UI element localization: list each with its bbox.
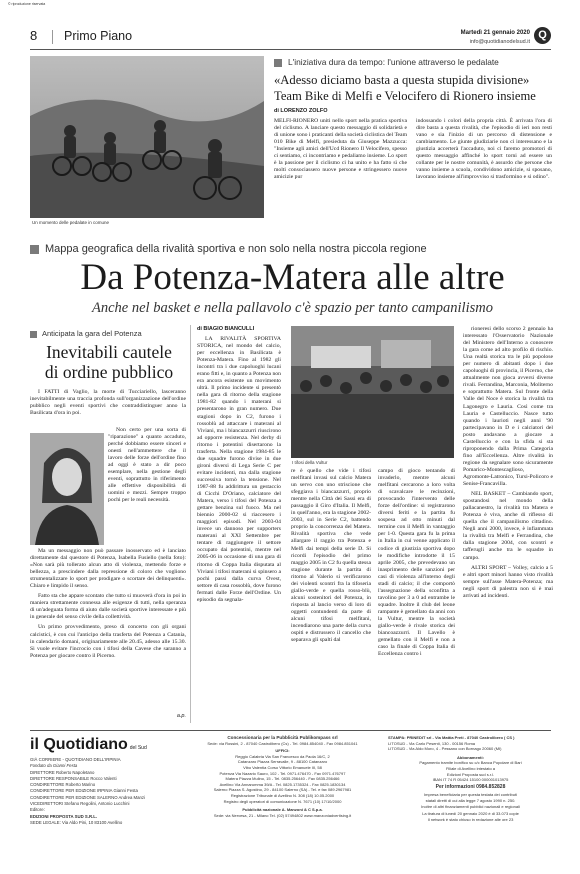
footer-legal-line: La tiratura di lunedì 20 gennaio 2020 è di 33.073 copie bbox=[422, 811, 519, 817]
main-title: Da Potenza-Matera alle altre bbox=[80, 257, 505, 298]
footer-office-line: Catanzaro Piazza Serravalle, 9 - 88100 Catanzaro bbox=[237, 759, 328, 765]
main-kicker-square-icon bbox=[30, 245, 39, 254]
footer-credit-line: DIRETTORE Roberto Napoletano bbox=[30, 769, 95, 775]
footer-adv-title: Concessionaria per la Pubblicità Publikompass srl bbox=[227, 735, 338, 740]
top-headline bbox=[274, 72, 554, 104]
footer-credit-line: DIRETTORE RESPONSABILE Rocco Valenti bbox=[30, 775, 117, 781]
footer-office-line: Registrazione Tribunale di Avellino N. 308 (18) 10.05.2000 bbox=[230, 792, 335, 798]
body-byline: di BIAGIO BIANCULLI bbox=[197, 326, 255, 332]
body-col2-text: LA RIVALITÀ SPORTIVA STORICA, nel mondo del calcio, per eccellenza in Basilicata è Potenza-Matera. Fino al 1982 gli incontri tra i due capoluoghi lucani erano fitti e, in quanto a Potenza non era ancora esistente un movimento ultrà. Il primo incidente si presentò nella gara di ritorno della stagione 1981-82 quando i materani si presentarono in gran numero. Due stagioni dopo in C2, furono i rossoblù ad attaccare i materani al Viviani, ma i biancazzurri riuscirono ad opporre resistenza. Nel derby di ritorno i potentini disertarono la trasferta. Nella stagione 1984-85 le due squadre furono divise in due gironi diversi di Lega Serie C per evitare incidenti, ma dalla stagione successiva tornò la tensione. Nel 1987-88 fu addirittura un gestaccio di Cicchi D'Oriano, calciatore del Matera, verso i tifosi del Potenza a gettare benzina sul fuoco. Ma nel biennio 2000-02 si riaccesero i maggiori episodi. Nel 2003-04 invece un dannoso per supporters materani al XXI Settembre per tentare di raggiungere il settore occupato dai potentini, mentre nel 2005-06 in occasione di una gara di ritorno di Coppa Italia disputata al Viviani i tifosi materani si spinsero a pochi passi dalla curva Ovest, settore di casa rossoblù, dove furono fermati dalle Forze dell'Ordine. Un episodio da segnala- bbox=[197, 336, 281, 603]
footer-subscription-line: IBAN IT 74 R 05424 15100 000001013975 bbox=[432, 777, 509, 783]
sidebar-paragraph-2: Non certo per una sorta di "riparazione" a quanto accaduto, perché dobbiamo essere sinceri e onesti nell'ammettere che il lavoro delle forze dell'ordine fino ad oggi è stato a dir poco esemplare, nella gestione degli eventi, soprattutto in riferimento alle effettive disponibilità di uomini e mezzi. Sempre troppo pochi per le reali necessità. bbox=[108, 427, 186, 504]
footer-national-adv: Pubblicità nazionale A. Manzoni & C S.p.a. bbox=[242, 807, 323, 813]
header-email: info@quotidianodelsud.it bbox=[469, 39, 530, 45]
footer-office-line: Registro degli operatori di comunicazione N. 7671 (10) 17/10/2000 bbox=[223, 798, 342, 804]
footer-credit-line: SEDE LEGALE: Via Aldo Pini, 10 83100 Avellino bbox=[30, 819, 123, 825]
header-rule bbox=[30, 49, 551, 50]
logo-q-icon: Q bbox=[534, 27, 551, 44]
footer-legal-line: Il network è stato chiuso in redazione alle ore 23 bbox=[427, 816, 514, 822]
footer-logo-sub: del Sud bbox=[129, 745, 147, 751]
sidebar-kicker bbox=[30, 329, 142, 338]
footer-masthead bbox=[30, 736, 180, 826]
footer-office-line: Reggio Calabria Via San Francesco da Paola 16/C, 2 bbox=[235, 753, 330, 759]
page-number: 8 bbox=[30, 28, 38, 43]
footer-printing bbox=[388, 735, 553, 822]
footer-advertising bbox=[185, 735, 380, 818]
header-divider bbox=[52, 30, 53, 44]
footer-legal-line: Inoltre di altri finanziamenti pubblici nazionali e regionali bbox=[421, 803, 520, 809]
sidebar-box bbox=[30, 325, 191, 723]
body-col5-text: rioneresi dello scorso 2 gennaio ha interessato l'Osservatorio Nazionale del Ministero dell'Interno a conoscere la gara come ad alto profilo di rischio. Una realtà storica tra le più popolose per numero di abitanti dopo i due capoluoghi di provincia, il Picerno, che attualmente non gioca avversi diverse rivali. Ferrandina, Marconia, Moliterno e soprattutto Matera. Sul fronte della Valle del Noce è storica la rivalità tra Lagonegro e Lauria. Così come tra Lauria e Castelluccio. Nasce tutto quando i laurioti negli anni '90 partecipavano in D e i calciatori del posto andavano a giocare a Castelluccio e con la sfida si sta riproponendo dalla Prima Categoria fino all'Eccellenza. Altre rivalità in regione da segnalare sono sicuramente Pomarico-Montescaglioso, Agromonte-Latronico, Tursi-Policoro e Senise-Francavilla. bbox=[463, 326, 553, 488]
sidebar-kicker-square-icon bbox=[30, 331, 37, 338]
footer-credit-line: CONDIRETTORE PER EDIZIONE IRPINIA Gianni Festa bbox=[30, 788, 138, 794]
top-kicker-text: L'iniziativa dura da tempo: l'unione attraverso le pedalate bbox=[288, 57, 499, 67]
vultur-photo-caption: I tifosi della Vultur bbox=[292, 460, 328, 465]
vultur-fans-photo bbox=[291, 326, 454, 458]
footer-national-adv-address: Sede: via Nervesa, 21 - Milano Tel. (02) 57494802 www.manzoniadvertising.it bbox=[213, 812, 352, 818]
issue-date: Martedì 21 gennaio 2020 bbox=[460, 30, 530, 36]
body-col4: campo di gioco tentando di invaderlo, mentre alcuni melfitani cercarono a loro volta di scavalcare le recinzioni, provocando l'intervento delle forze dell'ordine: si registrarono diversi feriti e la partita fu sospesa ad otto minuti dal termine con il Melfi in vantaggio per 1-0. Questa gara fu la prima in Italia in cui venne applicato il codice di giustizia sportiva dopo le modifiche introdotte il 15 aprile 2005, che prevedevano un inasprimento delle sanzioni per casi di violenza all'interno degli stadi di calcio; il che comportò l'assegnazione della sconfitta a tavolino per 3 a 0 ad entrambe le squadre. Inoltre il club del leone rampante è gemellato da anni con la Vultur, mentre la società giallo-verde è rivale storica dei biancoazzurri. Il Lavello è gemellato con il Melfi e non a caso la finale di Coppa Italia di Eccellenza contro i bbox=[378, 468, 455, 658]
sidebar-kicker-text: Anticipata la gara del Potenza bbox=[42, 329, 142, 338]
cyclists-photo-caption: Un momento delle pedalate in comune bbox=[32, 220, 110, 225]
footer-legal-line: statali diretti di cui alla legge 7 agosto 1990 n. 250. bbox=[425, 797, 516, 803]
footer-office-line: Vibo Valentia Corso Vittorio Emanuele III, 58 bbox=[243, 764, 322, 770]
sidebar-title-line2: di ordine pubblico bbox=[44, 362, 174, 382]
footer-uffici-label: UFFICI: bbox=[275, 748, 290, 754]
top-byline: di LORENZO ZOLFO bbox=[274, 108, 328, 114]
copyright-notice: © riproduzione riservata bbox=[8, 2, 46, 6]
footer-print-line: STAMPA: PRINEDIT srl - Via Mattia Preti - 87040 Castrolibero ( CS ) bbox=[388, 735, 515, 740]
sidebar-title bbox=[30, 342, 188, 382]
sidebar-signature: a.p. bbox=[176, 713, 186, 719]
footer-logo: il Quotidiano bbox=[30, 736, 128, 753]
top-headline-line1: «Adesso diciamo basta a questa stupida divisione» bbox=[274, 73, 530, 87]
vultur-fans-illustration bbox=[291, 326, 454, 458]
footer-credit-line: Fondato da Gianni Festa bbox=[30, 763, 78, 769]
footer-adv-sub: Sede: via Rossini, 2 - 87040 Castrolibero (Cs) - Tel. 0984.854040 - Fax 0984.851041 bbox=[207, 740, 358, 746]
footer-print-line: LITOSUD - Via Aldo Moro, 4 - Pessano con Bornago 20060 (MI) bbox=[388, 746, 502, 752]
body-col5 bbox=[463, 326, 553, 603]
sidebar-paragraph-5: Un primo provvedimento, preso di concerto con gli organi calcistici, è con cui l'anticipo della trasferta del Potenza a Catania, in calendario domani, originariamente alle 20.45, adesso alle 15.30. Si vuole evitare l'incrocio con i tifosi della Cavese che saranno a Potenza per giocare contro il Picerno. bbox=[30, 624, 186, 659]
body-col2 bbox=[197, 336, 281, 607]
footer-subscription-line: Filiale di Avellino intestato a bbox=[445, 765, 496, 771]
footer-credit-line: GIÀ CORRIERE - QUOTIDIANO DELL'IRPINIA bbox=[30, 757, 121, 762]
footer-subscription-line: Pagamento tramite bonifico su c/c Banca Popolare di Bari bbox=[419, 760, 522, 766]
questore-photo bbox=[30, 433, 104, 545]
footer-office-line: Matera Piazza Mulino, 15 - Tel. 0835.256440 - Fax 0835.256466 bbox=[225, 776, 340, 782]
footer-credit-line: Editore: bbox=[30, 807, 45, 813]
top-article-col1: MELFI-RIONERO uniti nello sport nella pratica sportiva del ciclismo. A lanciare questo messaggio di solidarietà e di unione sono i praticanti della società ciclistica del Team 010 Bike di Melfi, presieduta da Giuseppe Mazzucca: "Insieme agli amici dell'Ucd Rionero Il Velocifero, spesso ci sentiamo, ci incontriamo e pedaliamo insieme. Lo sport è la passione per il ciclismo ci ha unito e ha fatto sì che molti consociassero nuove persone e stringessero nuove amicizie pur bbox=[274, 118, 407, 181]
footer-credit-line: VICEDIRETTORI Stefano Regolini, Antonio Lucchini bbox=[30, 801, 130, 807]
top-kicker bbox=[274, 57, 554, 67]
main-subtitle: Anche nel basket e nella pallavolo c'è spazio per tanto campanilismo bbox=[92, 300, 493, 316]
footer-legal-line: Impresa beneficiaria per questa testata dei contributi bbox=[424, 792, 517, 798]
body-other-sports-paragraph: ALTRI SPORT – Volley, calcio a 5 e altri sport minori hanno visto rivalità sempre sull'asse Matera-Potenza; ma negli sport di palestra non si è mai arrivati ad incidenti. bbox=[463, 564, 553, 599]
main-kicker-text: Mappa geografica della rivalità sportiva e non solo nella nostra piccola regione bbox=[45, 243, 427, 255]
kicker-square-icon bbox=[274, 59, 282, 67]
footer-print-line: LITOSUD - Via Carlo Pesenti, 130 - 00156 Roma bbox=[388, 740, 476, 746]
cyclists-photo-illustration bbox=[30, 56, 264, 218]
main-kicker bbox=[30, 243, 555, 255]
footer-credit-line: CONDIRETTORE PER EDIZIONE SALERNO Andrea Manzi bbox=[30, 794, 146, 800]
footer-credit-line: EDIZIONI PROPOSTA SUD S.R.L. bbox=[30, 813, 98, 819]
footer-credits bbox=[30, 757, 180, 826]
sidebar-title-line1: Inevitabili cautele bbox=[46, 342, 172, 362]
footer-subscriptions-label: Abbonamenti: bbox=[457, 754, 484, 760]
page-header bbox=[0, 8, 580, 48]
top-article-col2: indossando i colori della propria città. È arrivata l'ora di dire basta a questa rivalità, che l'episodio di ieri non resti vano e sia l'inizio di un percorso di distensione e cambiamento. Le giunte giudiziarie non ci interessano e la giustizia accerterà l'accaduto, noi ci faremo promotori di questo messaggio affinché lo sport torni ad essere un collante per le nostre comunità, è assurdo che persone che vanno insieme a scuola, condividono amicizie, si sposano, lavorano insieme all'improvviso si trasformino e si odino". bbox=[416, 118, 552, 181]
footer-office-line: Avellino Via Annarumma 39/A - Tel. 0825.1735324 - Fax 0825.1830134 bbox=[219, 781, 346, 787]
footer-office-line: Salerno Piazza S. Agostino, 29 - 84100 Salerno (SA) - Tel. e fax 089.2967981 bbox=[213, 787, 352, 793]
footer-credit-line: CONDIRETTORE Roberto Marino bbox=[30, 782, 96, 788]
footer-office-line: Potenza Via Nazario Sauro, 102 - Tel. 0971.476470 - Fax 0971.476797 bbox=[219, 770, 346, 776]
footer-rule bbox=[30, 730, 551, 731]
body-basket-paragraph: NEL BASKET – Cambiando sport, spostandosi nel mondo della pallacanestro, la rivalità tra Matera e Potenza è viva, anche di riflesso di quella che il campanilismo cittadino. Negli anni 2000, invece, è infiammata la rivalità tra Melfi e Ferrandina, che dalla stagione 2004, con scontri e tafferugli anche tra le squadre in campo. bbox=[463, 491, 553, 561]
footer-info-phone: Per informazioni 0984.852828 bbox=[435, 783, 506, 790]
footer-subscription-line: Edizioni Proposta sud s.r.l. bbox=[446, 771, 495, 777]
sidebar-paragraph-1: I FATTI di Vaglio, la morte di Tucciariello, lasceranno inevitabilmente una traccia profonda sull'organizzazione dell'ordine pubblico negli eventi sportivi che contraddistinguer anno la Basilicata d'ora in poi. bbox=[30, 389, 186, 417]
top-headline-line2: Team Bike di Melfi e Velocifero di Rionero insieme bbox=[274, 89, 536, 103]
section-title: Primo Piano bbox=[64, 29, 133, 43]
sidebar-paragraph-3: Ma un messaggio non può passare inosservato ed è lanciato direttamente dal questore di Potenza, Isabella Fusiello (nella foto): «Non sarà più tollerato alcun atto di violenza, mettendo forze e bellezza, a prescindere dalla repressione di coloro che vogliono strumentalizzare lo sport per prodigare o scortare dei delinquenti». Chiaro e limpido il senso. bbox=[30, 548, 186, 590]
body-col3: re è quello che vide i tifosi melfitani invasi sul calcio Matera un servo con uno striscione che sfeggiava i biancazzurri, proprio mentre nella Città dei Sassi era di passaggio il Giro d'Italia. Il Melfi, in quell'anno, era la stagione 2002-2003, sul in Serie C2, battendo proprio la concorrenza del Matera. Rivalità sportiva che vede allargare il raggio tra Potenza e Melfi dai tempi della serie D. Si ricordi l'episodio del primo maggio 2005 in C2 fu quella stessa stagione durante la partita di ritorno al Valerio si verificarono dei violenti scontri fra la tifoseria giallo-verde e quella rosso-blù, alcuni sostenitori del Potenza, in risposta al lancio verso di loro di oggetti contundenti da parte di alcuni tifosi melfitani, incendiarono una parte della curva ospiti e distrussero il cancello che separava gli spalti dal bbox=[291, 468, 371, 644]
cyclists-photo bbox=[30, 56, 264, 218]
sidebar-paragraph-4: Fatto sta che appare scontato che tutto si muoverà d'ora in poi in maniera strettamente connessa alle esigenze di tutti, nella speranza di un'adeguata forma di aiuto dalle società sportive interessate e più in generale del senso civile della collettività. bbox=[30, 593, 186, 621]
questore-portrait-illustration bbox=[30, 433, 104, 545]
